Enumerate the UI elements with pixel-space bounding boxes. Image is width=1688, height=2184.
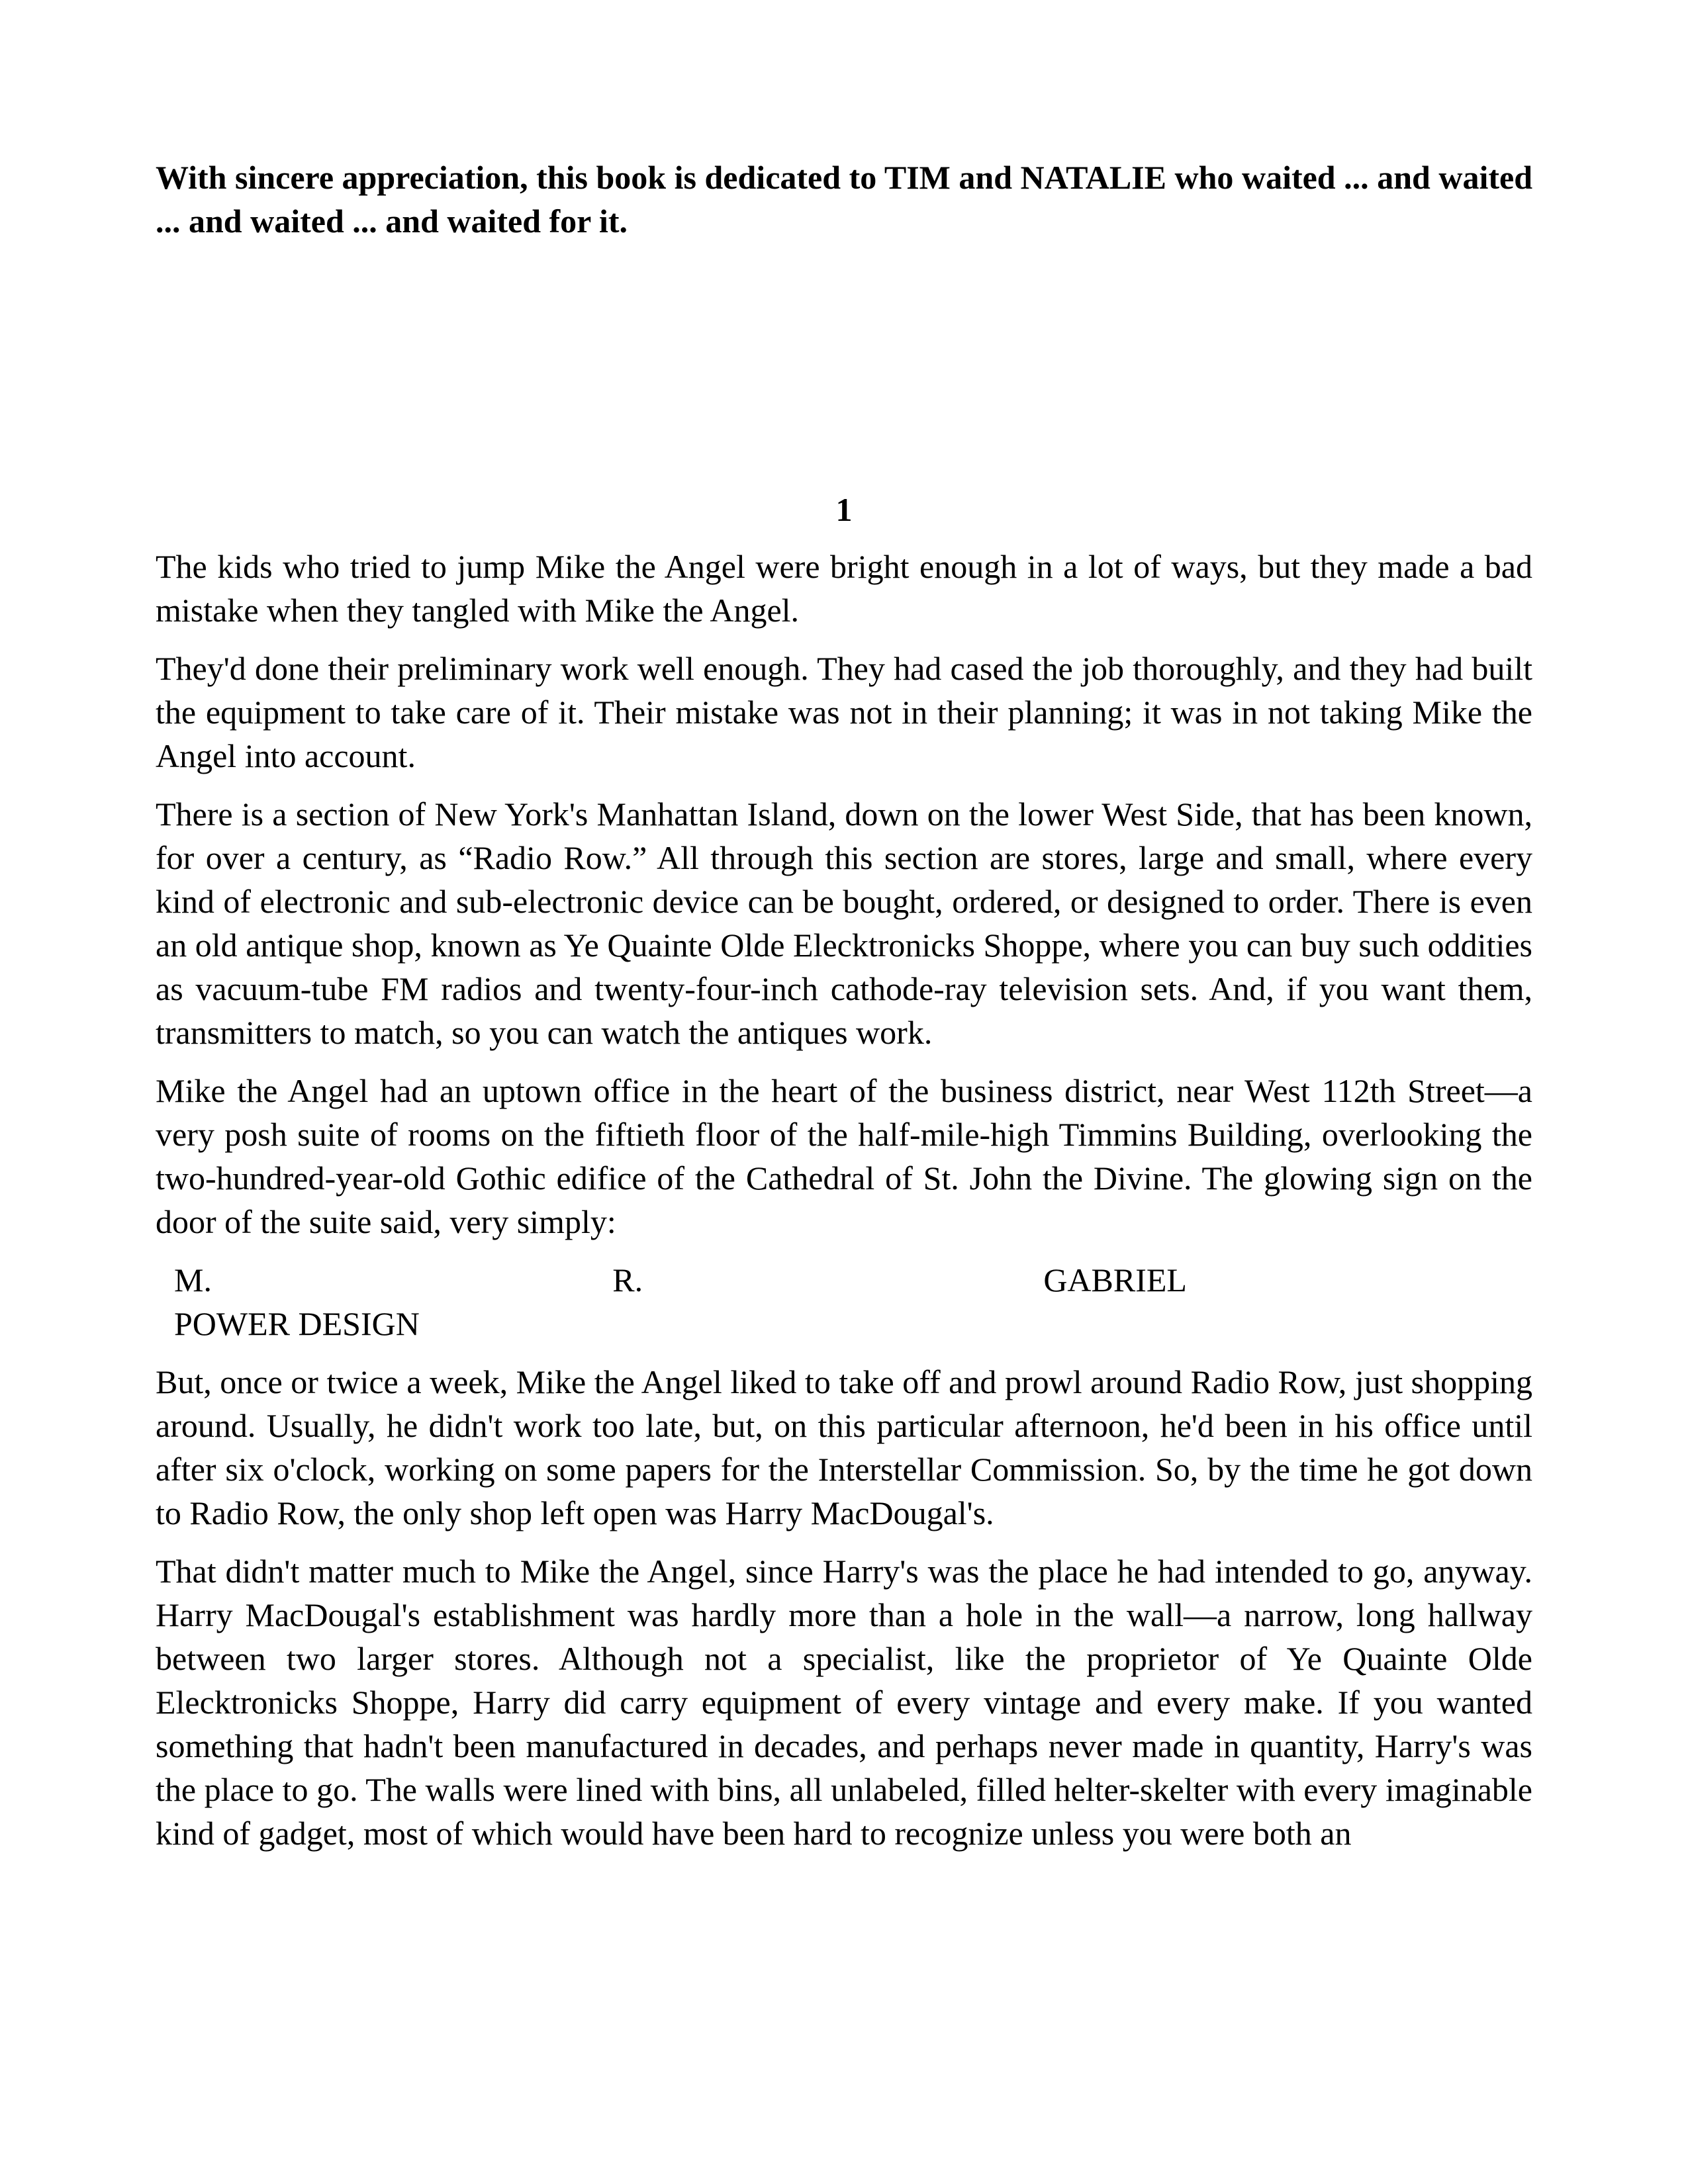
door-sign-line-1 [174,1258,1187,1302]
document-page [156,156,1532,1870]
paragraph-1: The kids who tried to jump Mike the Angel were bright enough in a lot of ways, but they made a bad mistake when they tangled with Mike the Angel. [156,548,1532,629]
door-sign-initial-r: R. [612,1261,643,1298]
door-sign-line-2: POWER DESIGN [174,1305,420,1342]
chapter-number: 1 [835,491,853,528]
dedication: With sincere appreciation, this book is dedicated to TIM and NATALIE who waited ... and waited ... and waited ... and waited for it. [156,159,1532,240]
door-sign-initial-m: M. [174,1261,212,1298]
paragraph-4: Mike the Angel had an uptown office in the heart of the business district, near West 112th Street—a very posh suite of rooms on the fiftieth floor of the half-mile-high Timmins Building, overlooking the two-hundred-year-old Gothic edifice of the Cathedral of St. John the Divine. The glowing sign on the door of the suite said, very simply: [156,1072,1532,1240]
paragraph-6: That didn't matter much to Mike the Angel, since Harry's was the place he had intended to go, anyway. Harry MacDougal's establishment was hardly more than a hole in the wall—a narrow, long hallway between two larger stores. Although not a specialist, like the proprietor of Ye Quainte Olde Elecktronicks Shoppe, Harry did carry equipment of every vintage and every make. If you wanted something that hadn't been manufactured in decades, and perhaps never made in quantity, Harry's was the place to go. The walls were lined with bins, all unlabeled, filled helter-skelter with every imaginable kind of gadget, most of which would have been hard to recognize unless you were both an [156,1553,1532,1852]
paragraph-3: There is a section of New York's Manhattan Island, down on the lower West Side, that has been known, for over a century, as “Radio Row.” All through this section are stores, large and small, where every kind of electronic and sub-electronic device can be bought, ordered, or designed to order. There is even an old antique shop, known as Ye Quainte Olde Elecktronicks Shoppe, where you can buy such oddities as vacuum-tube FM radios and twenty-four-inch cathode-ray television sets. And, if you want them, transmitters to match, so you can watch the antiques work. [156,796,1532,1051]
paragraph-5: But, once or twice a week, Mike the Angel liked to take off and prowl around Radio Row, just shopping around. Usually, he didn't work too late, but, on this particular afternoon, he'd been in his office until after six o'clock, working on some papers for the Interstellar Commission. So, by the time he got down to Radio Row, the only shop left open was Harry MacDougal's. [156,1363,1532,1531]
paragraph-2: They'd done their preliminary work well enough. They had cased the job thoroughly, and they had built the equipment to take care of it. Their mistake was not in their planning; it was in not taking Mike the Angel into account. [156,650,1532,774]
door-sign-surname: GABRIEL [1043,1261,1187,1298]
door-sign [174,1258,1532,1345]
